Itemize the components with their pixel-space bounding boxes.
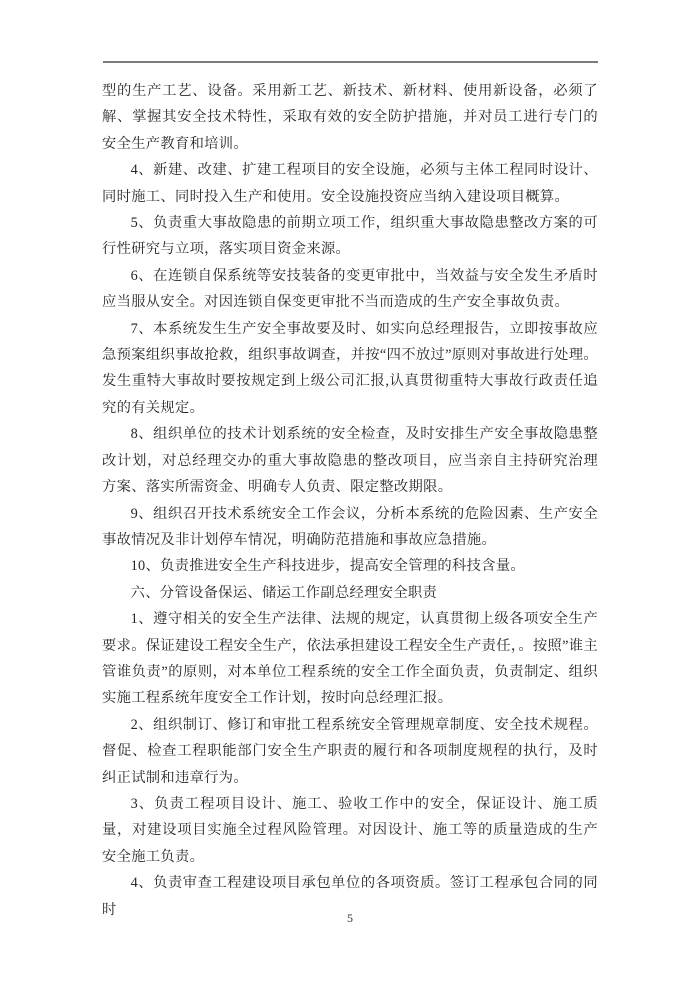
paragraph: 4、新建、改建、扩建工程项目的安全设施，必须与主体工程同时设计、同时施工、同时投入生产和使用。安全设施投资应当纳入建设项目概算。	[102, 162, 598, 205]
section-heading: 六、分管设备保运、储运工作副总经理安全职责	[130, 584, 438, 601]
document-body	[102, 78, 598, 923]
header-rule	[103, 61, 598, 63]
paragraph: 7、本系统发生生产安全事故要及时、如实向总经理报告，立即按事故应急预案组织事故抢救，组织事故调查，并按“四不放过”原则对事故进行处理。发生重特大事故时要按规定到上级公司汇报,认真贯彻重特大事故行政责任追究的有关规定。	[102, 320, 598, 416]
page-number: 5	[347, 911, 353, 925]
paragraph: 8、组织单位的技术计划系统的安全检查，及时安排生产安全事故隐患整改计划，对总经理交办的重大事故隐患的整改项目，应当亲自主持研究治理方案、落实所需资金、明确专人负责、限定整改期限。	[102, 426, 598, 496]
page-footer	[0, 911, 700, 926]
paragraph: 4、负责审查工程建设项目承包单位的各项资质。签订工程承包合同的同时	[102, 875, 598, 918]
paragraph: 型的生产工艺、设备。采用新工艺、新技术、新材料、使用新设备，必须了解、掌握其安全技术特性，采取有效的安全防护措施，并对员工进行专门的安全生产教育和培训。	[102, 83, 598, 152]
paragraph: 3、负责工程项目设计、施工、验收工作中的安全，保证设计、施工质量，对建设项目实施全过程风险管理。对因设计、施工等的质量造成的生产安全施工负责。	[102, 795, 598, 865]
paragraph: 6、在连锁自保系统等安技装备的变更审批中，当效益与安全发生矛盾时应当服从安全。对因连锁自保变更审批不当而造成的生产安全事故负责。	[102, 267, 598, 311]
paragraph: 1、遵守相关的安全生产法律、法规的规定，认真贯彻上级各项安全生产要求。保证建设工程安全生产，依法承担建设工程安全生产责任，。按照”谁主管谁负责”的原则，对本单位工程系统的安全工作全面负责，负责制定、组织实施工程系统年度安全工作计划，按时向总经理汇报。	[102, 611, 598, 707]
paragraph: 10、负责推进安全生产科技进步，提高安全管理的科技含量。	[130, 558, 526, 575]
paragraph: 9、组织召开技术系统安全工作会议，分析本系统的危险因素、生产安全事故情况及非计划停车情况，明确防范措施和事故应急措施。	[102, 505, 598, 548]
paragraph: 5、负责重大事故隐患的前期立项工作，组织重大事故隐患整改方案的可行性研究与立项，落实项目资金来源。	[102, 215, 598, 258]
paragraph: 2、组织制订、修订和审批工程系统安全管理规章制度、安全技术规程。督促、检查工程职能部门安全生产职责的履行和各项制度规程的执行，及时纠正试制和违章行为。	[102, 716, 598, 786]
